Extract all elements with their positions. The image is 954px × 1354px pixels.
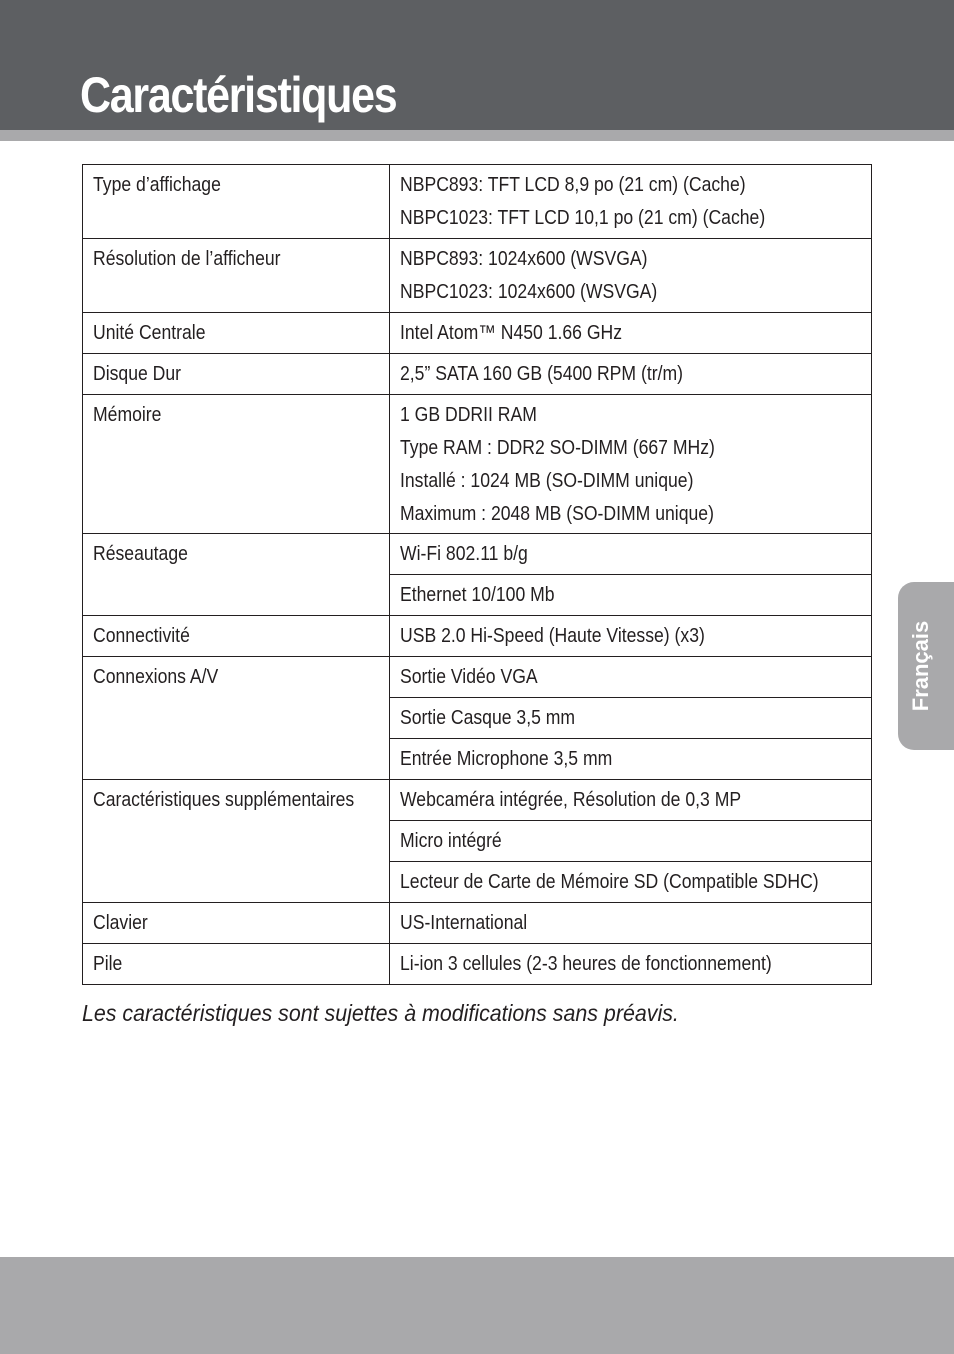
header-stripe [0, 130, 954, 141]
spec-value-cell [390, 944, 872, 985]
spec-value-cell [390, 862, 872, 903]
page-title: Caractéristiques [80, 67, 397, 123]
spec-value: Micro intégré [400, 830, 502, 852]
spec-value: USB 2.0 Hi-Speed (Haute Vitesse) (x3) [400, 625, 705, 647]
spec-label: Connectivité [93, 625, 190, 647]
table-row [83, 239, 872, 313]
spec-value-cell [390, 780, 872, 821]
spec-label-cell [83, 534, 390, 616]
table-row [83, 354, 872, 395]
spec-label-cell [83, 165, 390, 239]
spec-label: Pile [93, 953, 123, 975]
spec-value: Type RAM : DDR2 SO-DIMM (667 MHz) [400, 437, 715, 459]
spec-value: Li-ion 3 cellules (2-3 heures de fonctionnement) [400, 953, 772, 975]
spec-label-cell [83, 395, 390, 534]
spec-label: Réseautage [93, 543, 188, 565]
spec-label-cell [83, 780, 390, 903]
spec-value-cell [390, 534, 872, 575]
spec-label: Disque Dur [93, 363, 182, 385]
table-row [83, 313, 872, 354]
table-row [83, 165, 872, 239]
spec-value-cell [390, 698, 872, 739]
spec-value: Intel Atom™ N450 1.66 GHz [400, 322, 623, 344]
spec-label-cell [83, 313, 390, 354]
spec-value: Entrée Microphone 3,5 mm [400, 748, 613, 770]
spec-label-cell [83, 239, 390, 313]
spec-label: Mémoire [93, 404, 162, 426]
spec-value: Lecteur de Carte de Mémoire SD (Compatible SDHC) [400, 871, 819, 893]
spec-value-cell [390, 821, 872, 862]
spec-label-cell [83, 354, 390, 395]
spec-value-cell [390, 395, 872, 534]
spec-value-cell [390, 239, 872, 313]
spec-label: Résolution de l’afficheur [93, 248, 281, 270]
spec-value-cell [390, 903, 872, 944]
spec-value-cell [390, 313, 872, 354]
spec-value: NBPC1023: TFT LCD 10,1 po (21 cm) (Cache) [400, 207, 766, 229]
spec-label-cell [83, 616, 390, 657]
spec-value: Maximum : 2048 MB (SO-DIMM unique) [400, 503, 714, 525]
spec-value-cell [390, 616, 872, 657]
spec-value-cell [390, 657, 872, 698]
spec-value: Ethernet 10/100 Mb [400, 584, 555, 606]
footer-band [0, 1257, 954, 1354]
spec-value: NBPC893: 1024x600 (WSVGA) [400, 248, 648, 270]
spec-value: Installé : 1024 MB (SO-DIMM unique) [400, 470, 694, 492]
spec-table [82, 164, 872, 985]
table-row [83, 903, 872, 944]
spec-value: Webcaméra intégrée, Résolution de 0,3 MP [400, 789, 742, 811]
spec-value: 1 GB DDRII RAM [400, 404, 537, 426]
spec-label: Clavier [93, 912, 148, 934]
table-row [83, 944, 872, 985]
footnote: Les caractéristiques sont sujettes à modifications sans préavis. [82, 1000, 679, 1026]
spec-value: Wi-Fi 802.11 b/g [400, 543, 528, 565]
spec-value: Sortie Casque 3,5 mm [400, 707, 576, 729]
spec-value: 2,5” SATA 160 GB (5400 RPM (tr/m) [400, 363, 684, 385]
spec-label: Unité Centrale [93, 322, 206, 344]
table-row [83, 780, 872, 821]
language-tab-label: Français [908, 620, 933, 712]
spec-value: NBPC1023: 1024x600 (WSVGA) [400, 281, 658, 303]
spec-value-cell [390, 575, 872, 616]
table-row [83, 534, 872, 575]
spec-label-cell [83, 657, 390, 780]
table-row [83, 395, 872, 534]
spec-label: Type d’affichage [93, 174, 221, 196]
spec-value: US-International [400, 912, 528, 934]
spec-value-cell [390, 354, 872, 395]
table-row [83, 657, 872, 698]
spec-label-cell [83, 903, 390, 944]
spec-value: NBPC893: TFT LCD 8,9 po (21 cm) (Cache) [400, 174, 746, 196]
spec-label-cell [83, 944, 390, 985]
spec-value-cell [390, 739, 872, 780]
spec-value-cell [390, 165, 872, 239]
spec-label: Connexions A/V [93, 666, 219, 688]
spec-label: Caractéristiques supplémentaires [93, 789, 355, 811]
table-row [83, 616, 872, 657]
spec-value: Sortie Vidéo VGA [400, 666, 538, 688]
